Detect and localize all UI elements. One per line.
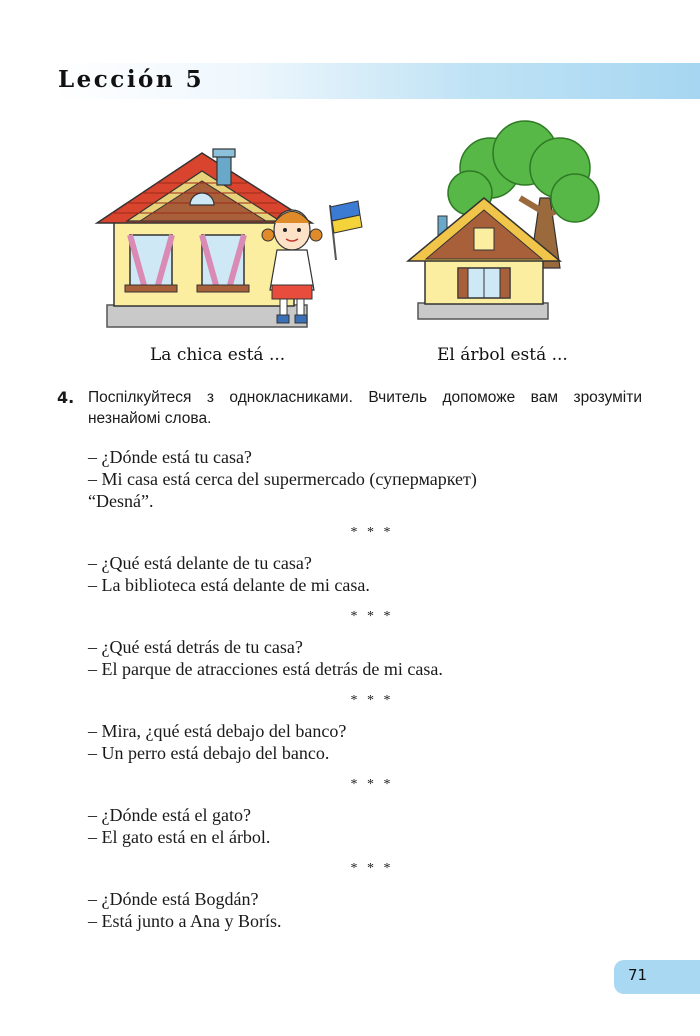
house-with-girl-illustration [92,135,372,335]
dialogue-block [88,446,648,512]
exercise-number: 4. [57,388,75,407]
dialogue-line: – ¿Dónde está tu casa? [88,447,252,467]
dialogue-line: – ¿Qué está delante de tu casa? [88,553,312,573]
caption-tree: El árbol está ... [437,345,568,365]
dialogue-line: – Mira, ¿qué está debajo del banco? [88,721,347,741]
dialogue-line: – Está junto a Ana y Borís. [88,911,282,931]
lesson-title: Lección 5 [58,66,205,93]
dialogue-block [88,552,648,596]
dialogue-line: – El parque de atracciones está detrás de mi casa. [88,659,443,679]
dialogue-list [88,446,648,932]
dialogue-line: “Desná”. [88,491,154,511]
dialogue-line: – Mi casa está cerca del supermercado (супермаркет) [88,469,477,489]
dialogue-block [88,804,648,848]
separator: * * * [350,609,394,624]
dialogue-line: – ¿Dónde está el gato? [88,805,251,825]
dialogue-block [88,636,648,680]
dialogue-line: – El gato está en el árbol. [88,827,271,847]
house-under-tree-illustration [400,118,610,328]
dialogue-block [88,888,648,932]
dialogue-line: – La biblioteca está delante de mi casa. [88,575,370,595]
dialogue-line: – ¿Qué está detrás de tu casa? [88,637,303,657]
separator: * * * [350,693,394,708]
exercise-instruction: Поспілкуйтеся з однокласниками. Вчитель допоможе вам зрозуміти незнайомі слова. [88,389,642,427]
page-number: 71 [628,966,648,984]
separator: * * * [350,525,394,540]
dialogue-block [88,720,648,764]
page-number-tab [614,960,700,994]
caption-girl: La chica está ... [150,345,286,365]
separator: * * * [350,861,394,876]
dialogue-line: – Un perro está debajo del banco. [88,743,330,763]
separator: * * * [350,777,394,792]
ukraine-flag-icon [330,201,362,233]
dialogue-line: – ¿Dónde está Bogdán? [88,889,259,909]
